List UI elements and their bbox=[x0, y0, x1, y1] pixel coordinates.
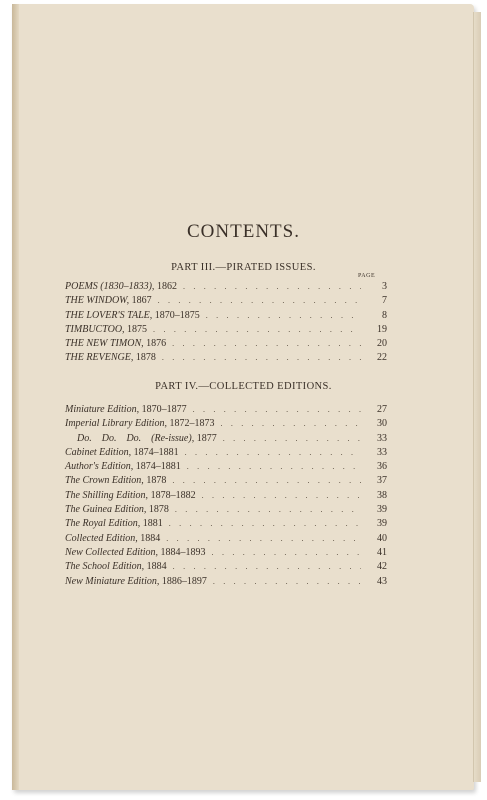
entry-year: 1886–1897 bbox=[161, 575, 207, 587]
dot-leader bbox=[193, 403, 361, 417]
entry-year: 1884 bbox=[140, 532, 161, 544]
entry-year: 1878 bbox=[135, 352, 156, 364]
toc-row bbox=[65, 546, 387, 560]
entry-title: THE NEW TIMON, bbox=[65, 338, 144, 350]
toc-row bbox=[65, 446, 387, 460]
toc-row bbox=[65, 351, 387, 365]
entry-year: 1884 bbox=[146, 561, 167, 573]
toc-row bbox=[65, 403, 387, 417]
toc-row bbox=[65, 474, 387, 488]
entry-year: 1878 bbox=[148, 504, 169, 516]
toc-row bbox=[65, 309, 387, 323]
dot-leader bbox=[172, 337, 361, 351]
entry-page: 38 bbox=[377, 489, 387, 501]
toc-row bbox=[65, 503, 387, 517]
entry-title: TIMBUCTOO, bbox=[65, 323, 125, 335]
entry-page: 3 bbox=[382, 281, 387, 292]
dot-leader bbox=[212, 546, 361, 560]
entry-year: 1874–1881 bbox=[135, 461, 181, 473]
entry-title: POEMS (1830–1833), bbox=[65, 281, 155, 292]
dot-leader bbox=[202, 489, 361, 503]
entry-year: 1870–1875 bbox=[154, 309, 200, 321]
entry-page: 39 bbox=[377, 518, 387, 530]
page-edges bbox=[473, 12, 481, 782]
toc-row bbox=[65, 575, 387, 589]
toc-row bbox=[65, 294, 387, 308]
dot-leader bbox=[169, 517, 361, 531]
dot-leader bbox=[213, 575, 361, 589]
entry-year: 1878–1882 bbox=[150, 489, 196, 501]
book-page bbox=[12, 4, 474, 790]
entry-page: 19 bbox=[377, 323, 387, 335]
dot-leader bbox=[206, 309, 361, 323]
entry-year: 1874–1881 bbox=[133, 446, 179, 458]
dot-leader bbox=[220, 417, 361, 431]
entry-title: THE REVENGE, bbox=[65, 352, 134, 364]
page-title: CONTENTS. bbox=[187, 221, 300, 242]
toc-row bbox=[65, 517, 387, 531]
entry-page: 43 bbox=[377, 575, 387, 587]
entry-title: New Miniature Edition, bbox=[65, 575, 160, 587]
entry-page: 33 bbox=[377, 432, 387, 444]
entry-title: Miniature Edition, bbox=[65, 404, 140, 415]
toc-row bbox=[65, 417, 387, 431]
entry-title: THE LOVER'S TALE, bbox=[65, 309, 153, 321]
entry-year: 1862 bbox=[156, 281, 177, 292]
dot-leader bbox=[183, 280, 361, 294]
toc-row bbox=[65, 323, 387, 337]
entry-title: New Collected Edition, bbox=[65, 546, 159, 558]
dot-leader bbox=[175, 503, 361, 517]
entry-year: 1878 bbox=[146, 475, 167, 487]
entry-title: The Guinea Edition, bbox=[65, 504, 147, 516]
entry-title: The Crown Edition, bbox=[65, 475, 144, 487]
entry-title: The Shilling Edition, bbox=[65, 489, 149, 501]
dot-leader bbox=[223, 432, 361, 446]
entry-page: 7 bbox=[382, 295, 387, 307]
entry-page: 42 bbox=[377, 561, 387, 573]
entry-title: The School Edition, bbox=[65, 561, 145, 573]
entry-page: 8 bbox=[382, 309, 387, 321]
toc-row bbox=[65, 280, 387, 294]
entry-page: 36 bbox=[377, 461, 387, 473]
entry-year: 1867 bbox=[131, 295, 152, 307]
dot-leader bbox=[158, 294, 361, 308]
page-column-label: PAGE bbox=[358, 273, 376, 279]
dot-leader bbox=[185, 446, 361, 460]
toc-row bbox=[65, 489, 387, 503]
dot-leader bbox=[162, 351, 361, 365]
dot-leader bbox=[187, 460, 361, 474]
toc-row bbox=[65, 432, 387, 446]
dot-leader bbox=[172, 474, 361, 488]
entry-year: 1876 bbox=[146, 338, 167, 350]
entry-page: 22 bbox=[377, 352, 387, 364]
dot-leader bbox=[166, 532, 361, 546]
toc-row bbox=[65, 337, 387, 351]
dot-leader bbox=[153, 323, 361, 337]
toc-row bbox=[65, 532, 387, 546]
entry-title: Imperial Library Edition, bbox=[65, 418, 167, 430]
entry-title: The Royal Edition, bbox=[65, 518, 141, 530]
entry-title: Collected Edition, bbox=[65, 532, 138, 544]
entry-page: 37 bbox=[377, 475, 387, 487]
entry-page: 39 bbox=[377, 504, 387, 516]
entry-title: Do. Do. Do. (Re-issue), bbox=[77, 432, 195, 444]
dot-leader bbox=[173, 560, 361, 574]
entry-title: Cabinet Edition, bbox=[65, 446, 132, 458]
page-gutter bbox=[12, 4, 19, 790]
entry-year: 1877 bbox=[196, 432, 217, 444]
entry-page: 20 bbox=[377, 338, 387, 350]
entry-year: 1881 bbox=[142, 518, 163, 530]
part-iv-heading: PART IV.—COLLECTED EDITIONS. bbox=[155, 381, 332, 392]
entry-page: 41 bbox=[377, 546, 387, 558]
entry-page: 27 bbox=[377, 404, 387, 415]
part-iii-list bbox=[65, 280, 387, 366]
part-iv-list bbox=[65, 403, 387, 589]
entry-page: 30 bbox=[377, 418, 387, 430]
part-iii-heading: PART III.—PIRATED ISSUES. bbox=[171, 262, 316, 273]
entry-page: 40 bbox=[377, 532, 387, 544]
entry-title: THE WINDOW, bbox=[65, 295, 130, 307]
entry-title: Author's Edition, bbox=[65, 461, 134, 473]
toc-row bbox=[65, 460, 387, 474]
toc-row bbox=[65, 560, 387, 574]
entry-year: 1875 bbox=[127, 323, 148, 335]
entry-year: 1870–1877 bbox=[141, 404, 187, 415]
entry-page: 33 bbox=[377, 446, 387, 458]
entry-year: 1884–1893 bbox=[160, 546, 206, 558]
entry-year: 1872–1873 bbox=[169, 418, 215, 430]
